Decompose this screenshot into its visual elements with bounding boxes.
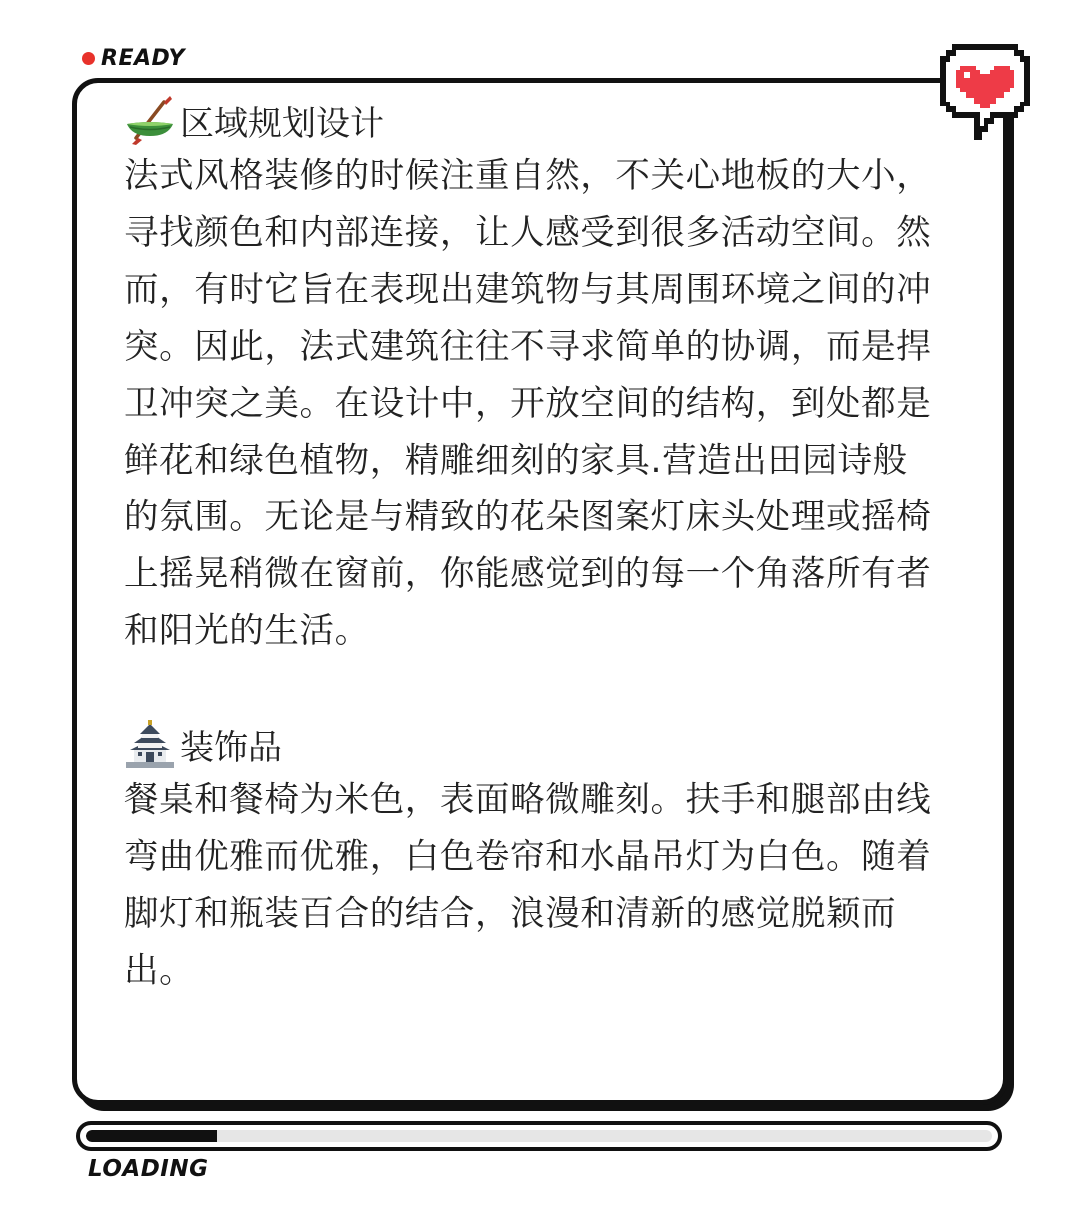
section-title: 装饰品 <box>180 727 282 768</box>
section-heading-decor <box>124 716 934 772</box>
status-dot-icon <box>82 52 95 65</box>
progress-track-inner <box>86 1130 992 1142</box>
castle-icon <box>124 718 176 770</box>
pixel-heart-icon <box>938 40 1032 144</box>
article-content <box>124 92 934 1000</box>
status-label: READY <box>101 45 185 71</box>
section-title: 区域规划设计 <box>180 103 384 144</box>
status-indicator <box>82 44 185 72</box>
section-spacer <box>124 660 934 716</box>
loading-progress-bar <box>76 1121 1002 1151</box>
loading-label: LOADING <box>88 1156 209 1182</box>
canoe-icon <box>124 94 176 146</box>
section-heading-zoning <box>124 92 934 148</box>
section-body: 法式风格装修的时候注重自然，不关心地板的大小，寻找颜色和内部连接，让人感受到很多活动空间。然而，有时它旨在表现出建筑物与其周围环境之间的冲突。因此，法式建筑往往不寻求简单的协调，而是捍卫冲突之美。在设计中，开放空间的结构，到处都是鲜花和绿色植物，精雕细刻的家具.营造出田园诗般的氛围。无论是与精致的花朵图案灯床头处理或摇椅上摇晃稍微在窗前，你能感觉到的每一个角落所有者和阳光的生活。 <box>124 156 932 652</box>
section-body: 餐桌和餐椅为米色，表面略微雕刻。扶手和腿部由线弯曲优雅而优雅，白色卷帘和水晶吊灯为白色。随着脚灯和瓶装百合的结合，浪漫和清新的感觉脱颖而出。 <box>124 780 932 991</box>
progress-fill <box>86 1130 217 1142</box>
